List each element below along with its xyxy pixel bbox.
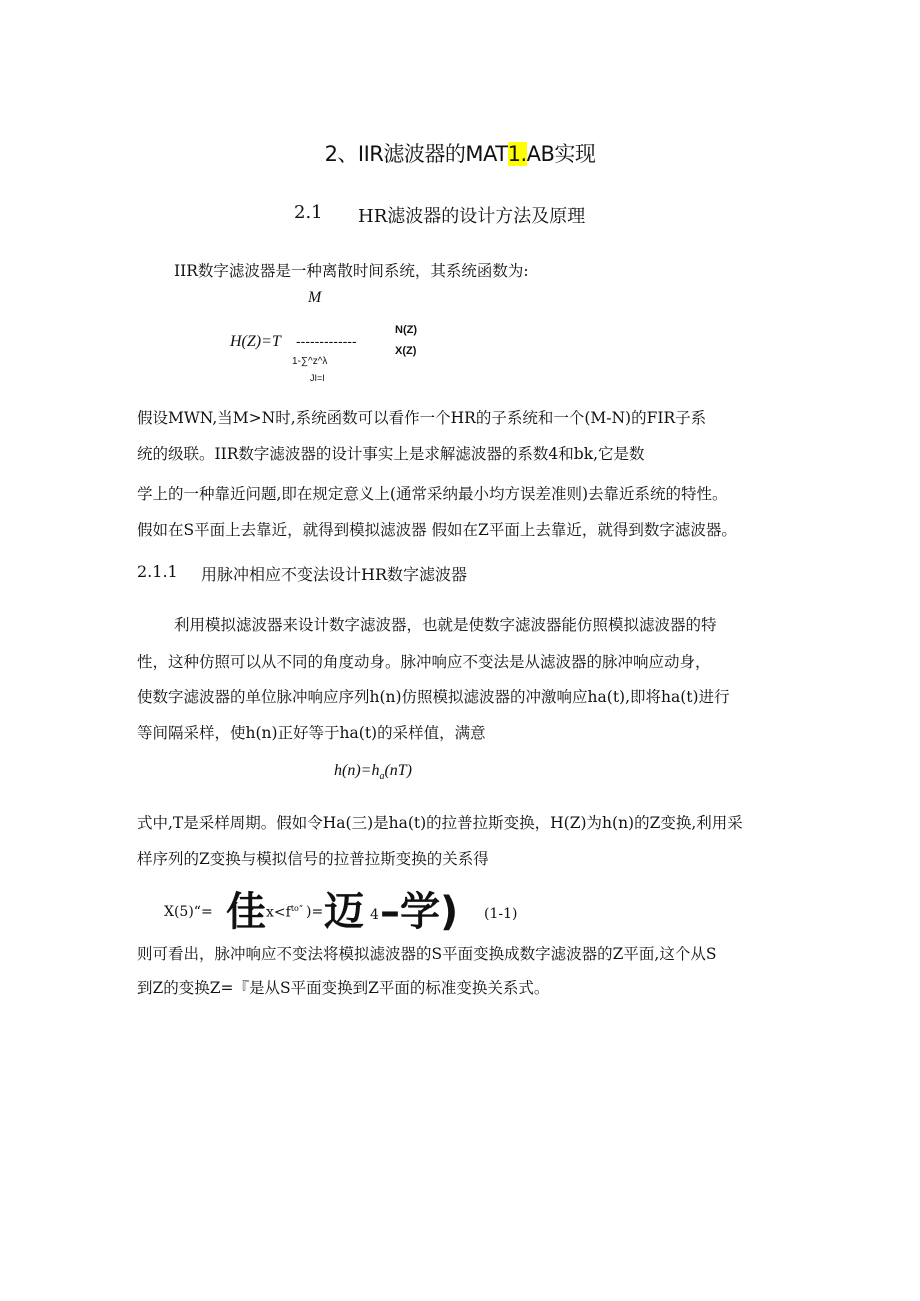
para1-line2: 统的级联。IIR数字滤波器的设计事实上是求解滤波器的系数4和bk,它是数 bbox=[137, 445, 645, 463]
section-2-1-1-heading: 用脉冲相应不变法设计HR数字滤波器 bbox=[201, 565, 468, 584]
formula1-fraction-line: ------------- bbox=[296, 333, 357, 349]
formula3-c-sup: to” bbox=[290, 904, 303, 913]
section-2-1-heading: HR滤波器的设计方法及原理 bbox=[358, 206, 586, 227]
title-highlight: 1. bbox=[507, 142, 527, 166]
formula1-numerator-label: N(Z) bbox=[395, 324, 417, 336]
section-2-1-number: 2.1 bbox=[294, 202, 323, 223]
formula2-lhs: h(n)=h bbox=[334, 762, 380, 779]
formula1-denominator: 1-∑^z^λ bbox=[292, 356, 328, 367]
formula1-denominator-label: X(Z) bbox=[395, 345, 417, 357]
formula3-glyph-1: 佳 bbox=[226, 889, 266, 935]
formula1-lhs: H(Z)=T bbox=[230, 333, 281, 350]
para4-line2: 到Z的变换Z=『是从S平面变换到Z平面的标准变换关系式。 bbox=[137, 979, 550, 997]
title-text-end: AB实现 bbox=[526, 142, 596, 166]
formula3-part-a: X(5)“= bbox=[164, 904, 213, 920]
formula3-c-text: x<f bbox=[266, 904, 291, 921]
formula3-part-c bbox=[266, 904, 303, 921]
intro-paragraph: IIR数字滤波器是一种离散时间系统，其系统函数为: bbox=[174, 262, 529, 280]
para3-line1: 式中,T是采样周期。假如令Ha(三)是ha(t)的拉普拉斯变换，H(Z)为h(n)的Z变换,利用采 bbox=[137, 814, 743, 832]
formula3-part-d: )= bbox=[306, 904, 324, 920]
formula3-glyph-3: –学) bbox=[380, 889, 459, 935]
para2-line2: 性，这种仿照可以从不同的角度动身。脉冲响应不变法是从滤波器的脉冲响应动身， bbox=[137, 653, 711, 671]
title-text-start: 2、IIR滤波器的MAT bbox=[324, 142, 508, 166]
equation-number: (1-1) bbox=[484, 906, 518, 922]
formula2 bbox=[334, 762, 412, 782]
page-title bbox=[0, 138, 920, 168]
formula1-sum-index: JI=I bbox=[310, 373, 325, 383]
para1-line3: 学上的一种靠近问题,即在规定意义上(通常采纳最小均方误差准则)去靠近系统的特性。 bbox=[137, 485, 728, 503]
para3-line2: 样序列的Z变换与模拟信号的拉普拉斯变换的关系得 bbox=[137, 850, 489, 868]
para2-line3: 使数字滤波器的单位脉冲响应序列h(n)仿照模拟滤波器的冲激响应ha(t),即将ha(t)进行 bbox=[137, 688, 730, 706]
para2-line1: 利用模拟滤波器来设计数字滤波器，也就是使数字滤波器能仿照模拟滤波器的特 bbox=[174, 616, 717, 634]
para4-line1: 则可看出，脉冲响应不变法将模拟滤波器的S平面变换成数字滤波器的Z平面,这个从S bbox=[137, 945, 717, 963]
formula3-part-f: 4 bbox=[370, 907, 379, 923]
formula3-glyph-2: 迈 bbox=[324, 889, 364, 935]
formula2-subscript: a bbox=[379, 771, 385, 783]
formula1-m: M bbox=[308, 289, 322, 306]
formula2-rhs: (nT) bbox=[384, 762, 413, 779]
para2-line4: 等间隔采样，使h(n)正好等于ha(t)的采样值，满意 bbox=[137, 724, 486, 742]
para1-line1: 假设MWN,当M>N时,系统函数可以看作一个HR的子系统和一个(M-N)的FIR子系 bbox=[137, 409, 707, 427]
section-2-1-1-number: 2.1.1 bbox=[137, 562, 178, 581]
para1-line4: 假如在S平面上去靠近，就得到模拟滤波器 假如在Z平面上去靠近，就得到数字滤波器。 bbox=[137, 521, 737, 539]
